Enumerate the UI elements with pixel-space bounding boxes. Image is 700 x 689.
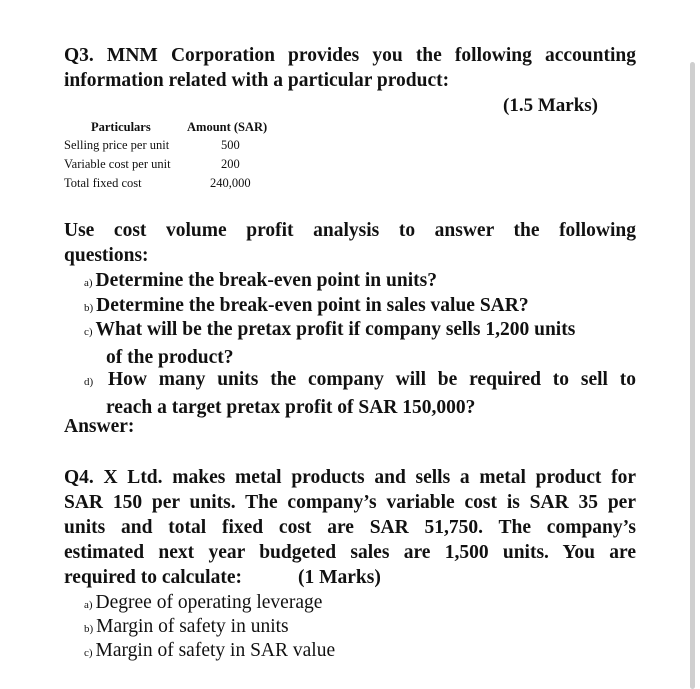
item-text: Determine the break-even point in sales value SAR?: [96, 295, 529, 316]
q3-title-line1: Q3. MNM Corporation provides you the following accounting: [64, 45, 636, 66]
table-row-2-amount: 200: [221, 157, 240, 171]
q4-line1: Q4. X Ltd. makes metal products and sells a metal product for: [64, 467, 636, 488]
item-text-line1: What will be the pretax profit if company sells 1,200 units: [95, 319, 576, 340]
table-row-1-amount: 500: [221, 138, 240, 152]
scrollbar[interactable]: [690, 62, 695, 689]
q3-item-a: [84, 268, 636, 296]
item-text: Degree of operating leverage: [95, 592, 323, 613]
q4-line3: units and total fixed cost are SAR 51,750. The company’s: [64, 517, 636, 538]
q3-title: [64, 43, 636, 93]
table-header-particulars: Particulars: [91, 120, 151, 134]
q3-item-c: [84, 317, 636, 370]
item-label: b): [84, 302, 94, 314]
item-text: Margin of safety in units: [96, 616, 289, 637]
q4-text: [64, 465, 636, 590]
item-label: a): [84, 277, 93, 289]
q4-marks: (1 Marks): [298, 567, 381, 588]
table-row-3-amount: 240,000: [210, 176, 251, 190]
item-label: b): [84, 623, 94, 635]
q4-line4: estimated next year budgeted sales are 1,500 units. You are: [64, 542, 636, 563]
q4-line5-wrap: [64, 565, 636, 590]
item-text-line2: of the product?: [106, 347, 234, 368]
table-row-3-particular: Total fixed cost: [64, 176, 142, 190]
item-text-line1: How many units the company will be required to sell to: [107, 369, 636, 390]
q4-item-c: [84, 638, 636, 666]
table-row-1-particular: Selling price per unit: [64, 138, 170, 152]
item-label: a): [84, 599, 93, 611]
item-label: d): [84, 376, 94, 388]
q3-title-line2: information related with a particular product:: [64, 70, 450, 91]
item-label: c): [84, 647, 93, 659]
q4-line5: required to calculate:: [64, 567, 242, 588]
q3-intro-line1: Use cost volume profit analysis to answer the following: [64, 220, 636, 241]
item-text: Margin of safety in SAR value: [95, 640, 336, 661]
q3-answer-label: Answer:: [64, 416, 135, 437]
q3-marks: (1.5 Marks): [503, 95, 598, 116]
table-row-2-particular: Variable cost per unit: [64, 157, 171, 171]
q3-intro-line2: questions:: [64, 245, 149, 266]
item-text-line2: reach a target pretax profit of SAR 150,000?: [106, 397, 476, 418]
item-label: c): [84, 326, 93, 338]
q3-intro: [64, 218, 636, 268]
item-text: Determine the break-even point in units?: [95, 270, 437, 291]
q3-item-d: [84, 367, 636, 420]
table-header-amount: Amount (SAR): [187, 120, 268, 134]
q4-line2: SAR 150 per units. The company’s variable cost is SAR 35 per: [64, 492, 636, 513]
